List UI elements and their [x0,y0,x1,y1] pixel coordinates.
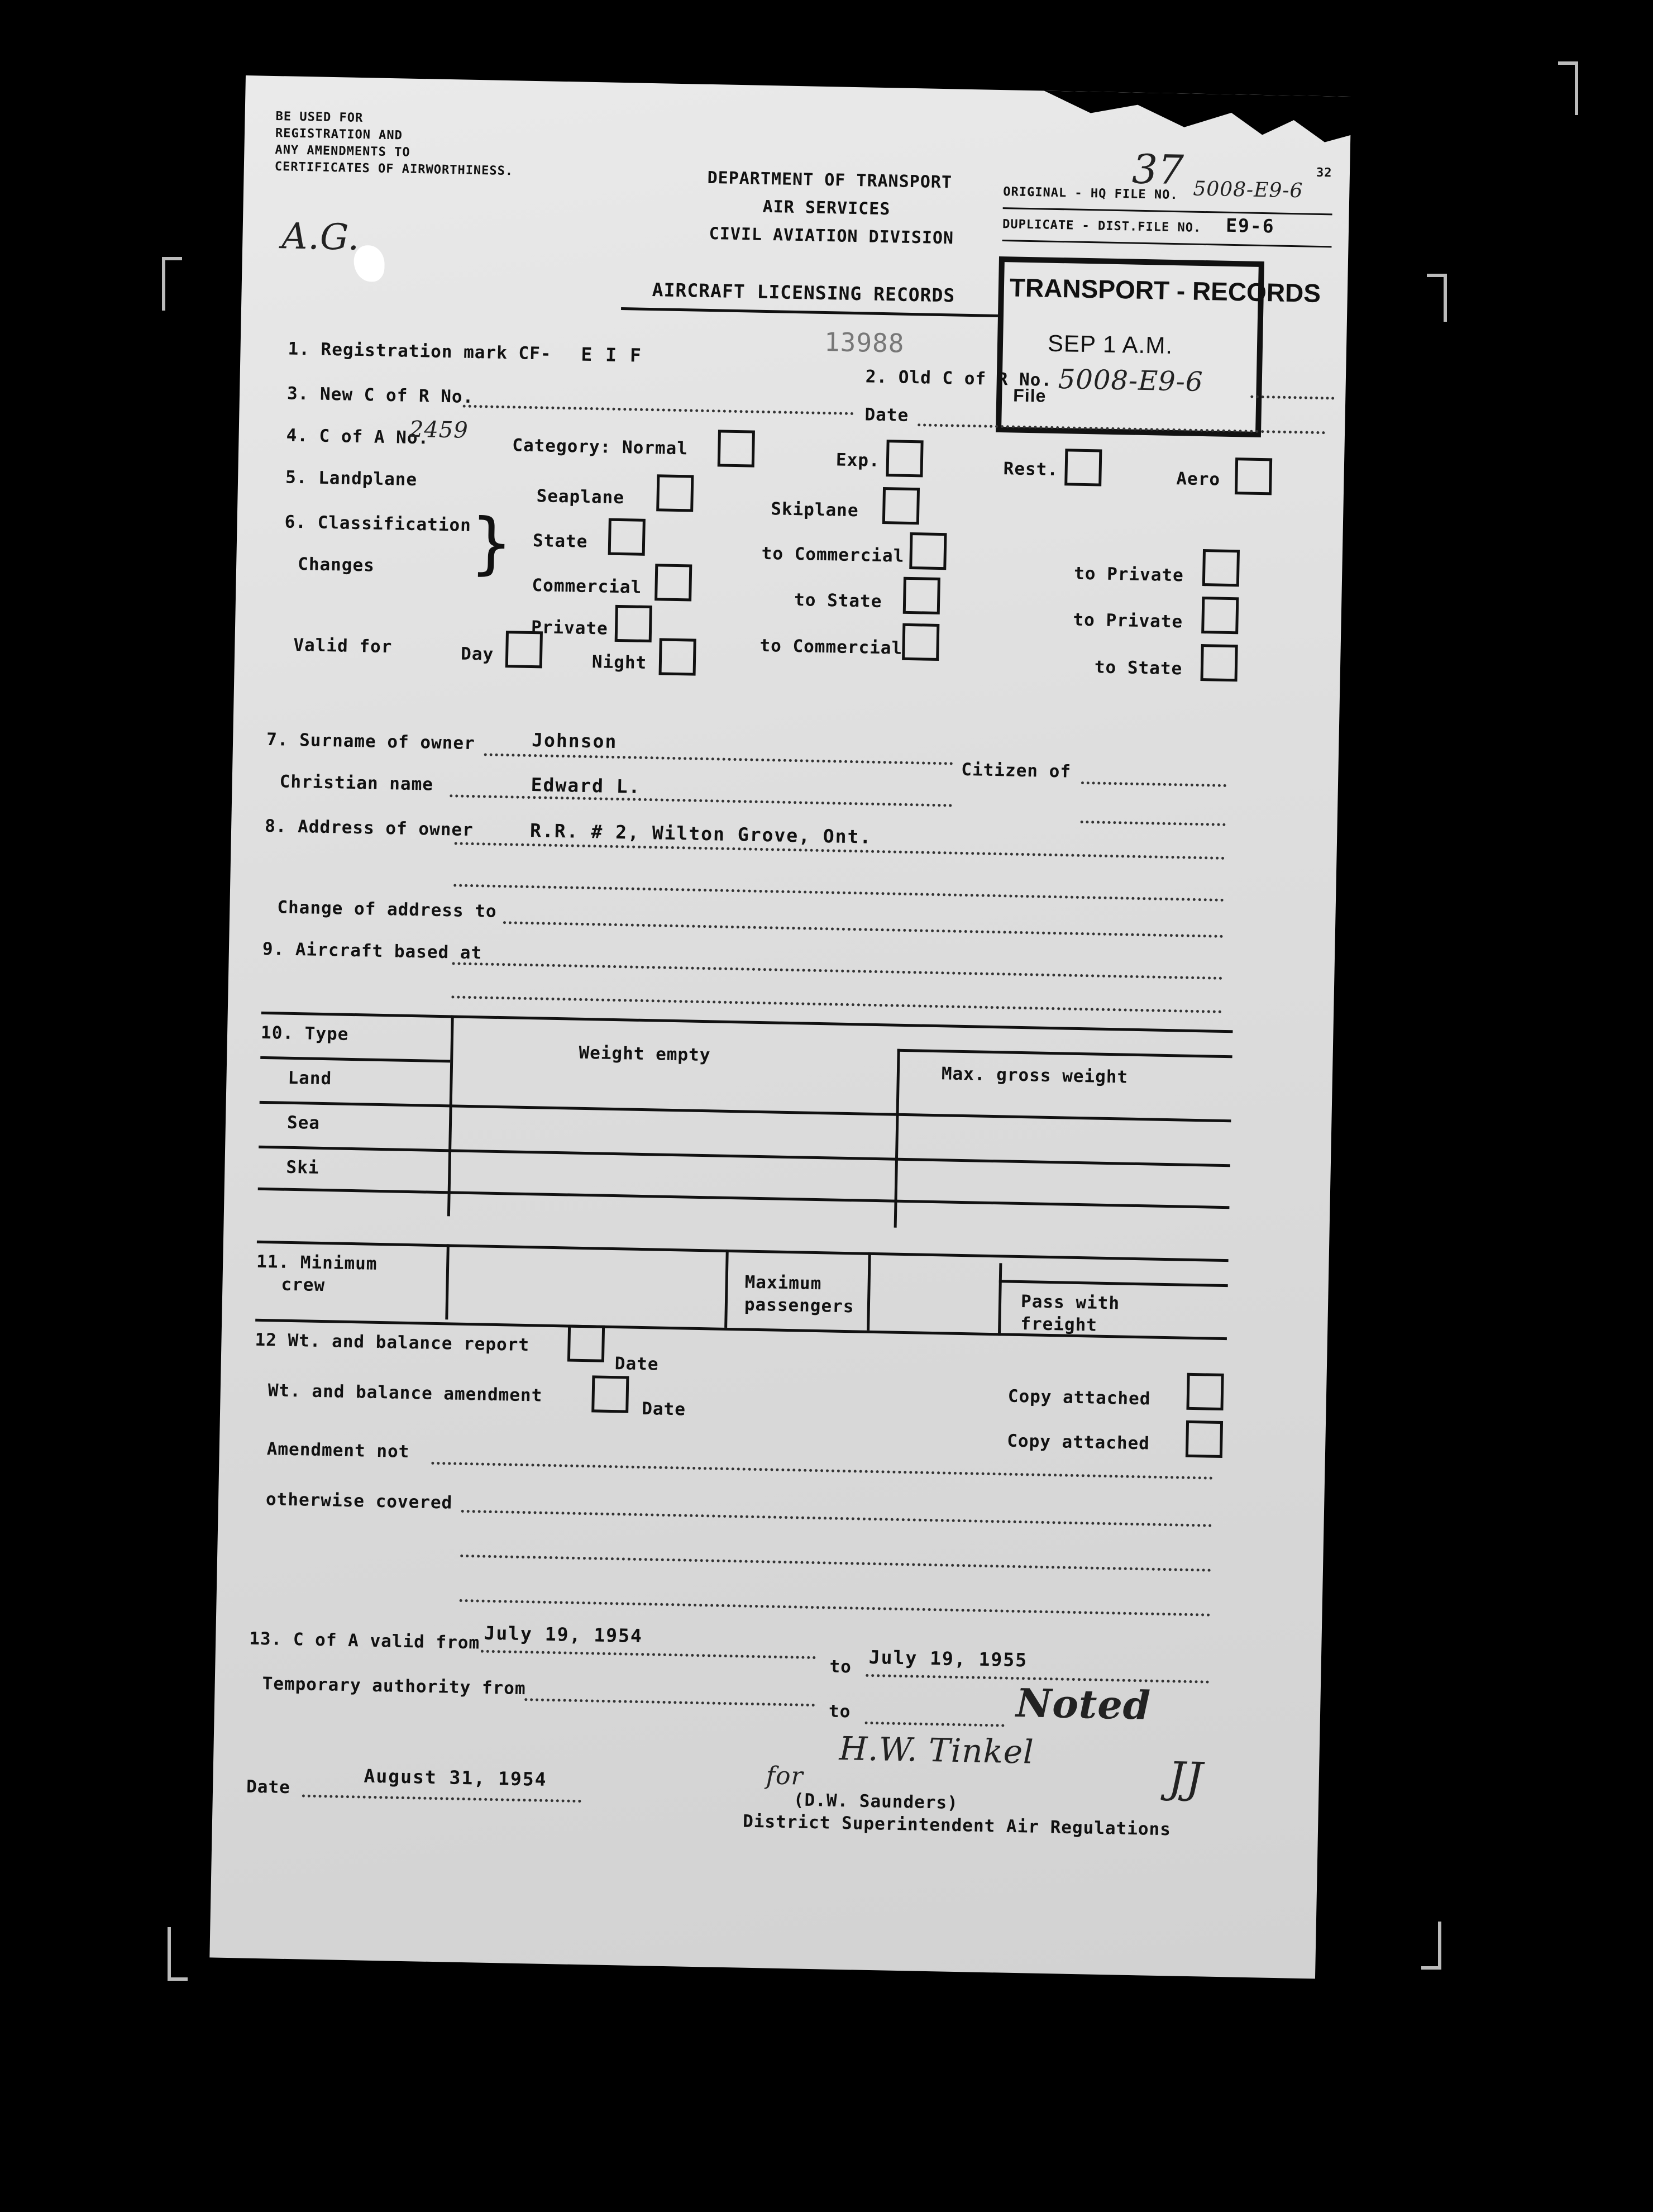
change-address-dots [503,921,1224,938]
c-of-a-value: 2459 [409,416,469,444]
skiplane-label: Skiplane [770,499,859,521]
report-date-label: Date [614,1353,659,1375]
amendment-date-label: Date [641,1399,686,1420]
normal-checkbox[interactable] [718,430,755,467]
christian-name-dots [450,794,952,807]
temporary-authority-label: Temporary authority from [262,1674,526,1699]
seaplane-label: Seaplane [536,486,625,508]
private-to-state-checkbox[interactable] [1201,644,1238,681]
wt-balance-report-label: 12 Wt. and balance report [255,1329,530,1356]
usage-note-line: REGISTRATION AND [275,126,403,143]
exp-label: Exp. [835,450,880,471]
wt-balance-amendment-label: Wt. and balance amendment [267,1380,543,1406]
copy-attached-checkbox-2[interactable] [1186,1420,1223,1458]
day-label: Day [460,643,494,665]
original-underline [1003,207,1332,215]
new-c-of-r-label: 3. New C of R No. [286,383,474,407]
state-to-private-checkbox[interactable] [1202,549,1240,587]
bottom-date-value: August 31, 1954 [364,1765,547,1790]
exp-checkbox[interactable] [886,440,923,477]
state-to-commercial-checkbox[interactable] [909,532,947,570]
private-to-commercial-checkbox[interactable] [902,623,939,661]
pass-with-freight-label-2: freight [1020,1314,1098,1336]
stamp-date: SEP 1 A.M. [1047,330,1173,359]
temporary-to-dots [865,1722,1005,1727]
weight-empty-header: Weight empty [579,1042,711,1066]
aero-checkbox[interactable] [1235,457,1272,495]
rest-checkbox[interactable] [1064,449,1102,486]
table-bottom-rule [257,1241,1229,1262]
wt-balance-report-checkbox[interactable] [567,1324,605,1362]
bottom-date-dots [302,1795,581,1803]
duplicate-file-label: DUPLICATE - DIST.FILE NO. [1002,217,1202,235]
citizen-dots [1081,781,1226,787]
valid-for-label: Valid for [293,635,393,657]
transport-records-stamp [996,256,1321,437]
corner-code: 32 [1316,165,1332,180]
crop-mark-top-right [1558,61,1578,115]
crop-mark-top-left [162,257,182,311]
date-label: Date [864,404,909,426]
original-file-label: ORIGINAL - HQ FILE NO. [1003,185,1178,203]
valid-from-dots [481,1650,816,1660]
category-normal-label: Category: Normal [512,435,689,459]
temporary-from-dots [524,1698,815,1706]
ski-row-label: Ski [286,1157,319,1178]
private-label: Private [531,617,609,639]
private-to-state-label: to State [1094,657,1183,679]
owner-address-value: R.R. # 2, Wilton Grove, Ont. [529,819,872,848]
minimum-crew-label-1: 11. Minimum [256,1251,378,1274]
torn-corner [1043,90,1357,158]
crop-mark-bottom-right [1421,1922,1441,1970]
stamp-title: TRANSPORT - RECORDS [1009,273,1321,308]
table-divider-1 [447,1015,454,1216]
signature: H.W. Tinkel [839,1729,1035,1771]
private-to-commercial-label: to Commercial [759,635,903,659]
state-checkbox[interactable] [608,518,646,556]
pass-divider-2 [867,1252,871,1331]
copy-attached-checkbox-1[interactable] [1186,1373,1224,1410]
pass-divider-3 [998,1263,1002,1336]
state-to-commercial-label: to Commercial [761,543,905,566]
usage-note-line: BE USED FOR [275,109,364,126]
commercial-checkbox[interactable] [654,564,692,601]
state-to-private-label: to Private [1073,563,1184,586]
citizen-dots-2 [1081,821,1226,826]
owner-address-label: 8. Address of owner [264,816,474,841]
christian-name-label: Christian name [279,771,434,795]
copy-attached-label-1: Copy attached [1007,1386,1151,1409]
form-title: AIRCRAFT LICENSING RECORDS [652,279,956,307]
commercial-to-private-checkbox[interactable] [1201,597,1239,634]
aero-label: Aero [1176,469,1221,490]
christian-name-value: Edward L. [531,774,641,798]
row-rule-ski [258,1188,1230,1209]
otherwise-dots-2 [460,1555,1211,1572]
landplane-label: 5. Landplane [285,467,418,490]
usage-note-line: ANY AMENDMENTS TO [275,143,410,160]
new-c-of-r-dots [463,405,854,415]
surname-label: 7. Surname of owner [266,729,476,754]
skiplane-checkbox[interactable] [882,487,920,525]
initials-mark: JJ [1167,1752,1204,1803]
commercial-label: Commercial [532,575,642,598]
max-gross-header: Max. gross weight [941,1064,1129,1088]
temporary-to-label: to [828,1701,851,1722]
stamp-hw-mark: 37 [1131,145,1185,194]
aircraft-based-label: 9. Aircraft based at [262,938,482,964]
handwritten-initials: A.G. [281,216,360,259]
old-c-of-r-dots [1250,395,1334,400]
row-rule-land [260,1101,1231,1122]
max-passengers-label-2: passengers [744,1294,854,1317]
bottom-date-label: Date [246,1776,291,1798]
commercial-to-state-checkbox[interactable] [903,577,940,614]
copy-attached-label-2: Copy attached [1006,1431,1150,1454]
valid-to-value: July 19, 1955 [868,1646,1028,1671]
original-file-value: 5008-E9-6 [1193,177,1303,203]
table-top-rule [261,1012,1233,1033]
valid-from-value: July 19, 1954 [484,1622,643,1647]
serial-number: 13988 [824,326,905,359]
surname-dots [484,753,953,765]
commercial-to-private-label: to Private [1073,609,1183,632]
old-c-of-r-label: 2. Old C of R No. [865,366,1053,390]
max-gross-rule [897,1049,1232,1059]
pass-divider-1 [724,1250,729,1328]
wt-balance-amendment-checkbox[interactable] [591,1375,629,1413]
registration-mark-value: E I F [581,343,643,366]
brace: } [470,504,513,583]
pass-with-freight-label-1: Pass with [1020,1291,1120,1314]
division-name: CIVIL AVIATION DIVISION [709,223,954,249]
otherwise-covered-label: otherwise covered [265,1489,453,1513]
based-at-dots-2 [451,995,1222,1013]
minimum-crew-label-2: crew [281,1274,326,1296]
for-mark: for [766,1761,804,1791]
department-name: DEPARTMENT OF TRANSPORT [707,168,953,193]
row-rule-sea [259,1146,1230,1167]
duplicate-file-value: E9-6 [1225,214,1275,237]
duplicate-underline [1002,240,1332,247]
state-label: State [532,531,588,552]
changes-label: Changes [297,554,375,576]
stamp-file-label: File [1012,385,1047,406]
amendment-not-label: Amendment not [266,1439,410,1462]
crop-mark-mid-right [1427,274,1447,322]
night-label: Night [591,652,647,673]
based-at-dots [452,962,1222,979]
day-checkbox[interactable] [505,631,543,668]
signer-title: District Superintendent Air Regulations [742,1811,1172,1840]
commercial-to-state-label: to State [794,590,882,612]
surname-value: Johnson [531,729,618,752]
c-of-a-valid-label: 13. C of A valid from [249,1628,480,1653]
rest-label: Rest. [1003,459,1059,480]
form-sheet [209,75,1351,1979]
signer-name: (D.W. Saunders) [793,1790,959,1814]
amendment-dots [431,1462,1213,1480]
usage-note-line: CERTIFICATES OF AIRWORTHINESS. [274,160,514,179]
crop-mark-bottom-left [168,1927,188,1981]
c-of-a-label: 4. C of A No. [286,425,429,449]
citizen-label: Citizen of [961,759,1072,782]
land-row-label: Land [288,1067,332,1089]
max-passengers-label-1: Maximum [744,1272,822,1294]
freight-rule [999,1280,1228,1287]
otherwise-dots [461,1510,1212,1527]
seaplane-checkbox[interactable] [656,474,694,512]
private-checkbox[interactable] [615,605,652,642]
crew-divider [445,1244,450,1319]
address-dots-2 [453,884,1224,901]
services-name: AIR SERVICES [762,197,891,220]
stamp-file-value: 5008-E9-6 [1058,364,1204,398]
change-of-address-label: Change of address to [277,897,497,922]
title-underline [621,307,1001,317]
type-label: 10. Type [260,1022,349,1045]
classification-label: 6. Classification [284,512,472,536]
registration-mark-label: 1. Registration mark CF- [288,339,552,364]
row-rule [260,1056,450,1063]
sea-row-label: Sea [286,1112,321,1133]
night-checkbox[interactable] [659,638,696,675]
noted-mark: Noted [1015,1680,1152,1729]
otherwise-dots-3 [460,1599,1211,1617]
valid-to-label: to [829,1656,852,1677]
